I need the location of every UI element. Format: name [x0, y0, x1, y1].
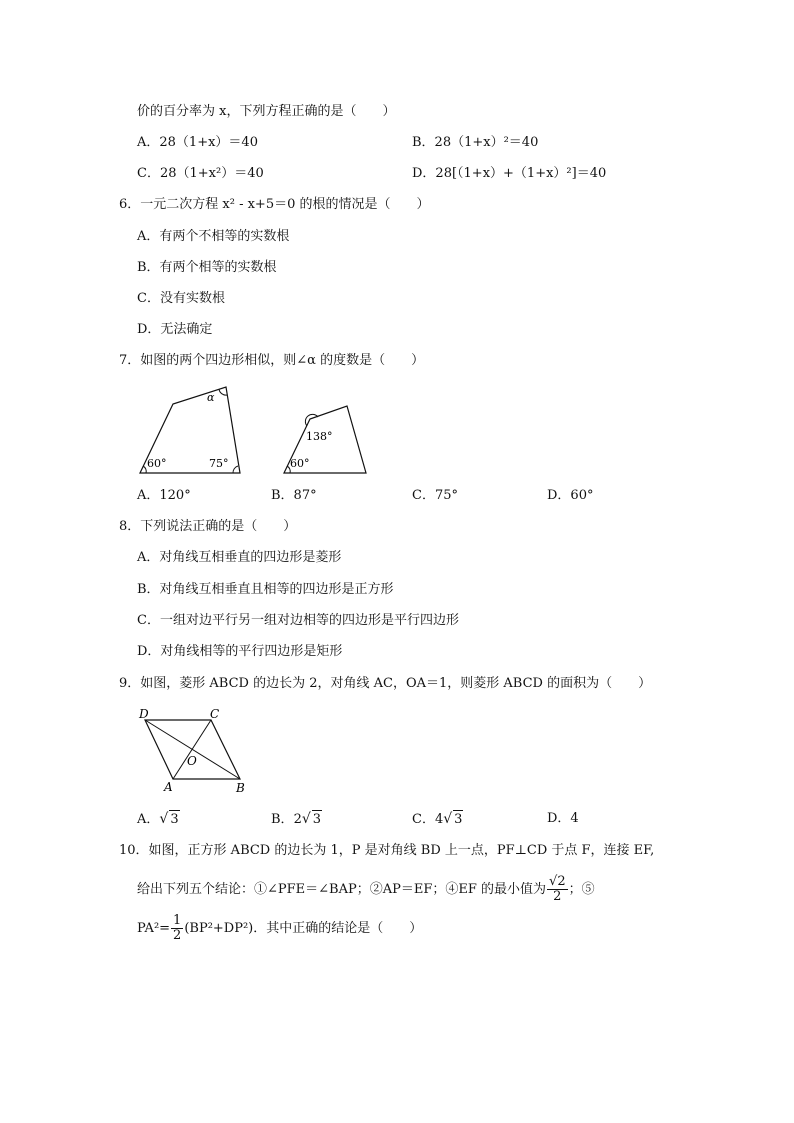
q7-left-angle-75: 75°	[209, 457, 229, 470]
q9-option-a-radicand: 3	[170, 812, 179, 827]
q9-stem: 9．如图，菱形 ABCD 的边长为 2，对角线 AC，OA＝1，则菱形 ABCD 的面积为（ ）	[119, 676, 652, 691]
q6-option-d: D．无法确定	[137, 322, 213, 337]
q9-option-a: A．√ 3	[137, 811, 179, 827]
q9-option-b: B．2√ 3	[271, 811, 322, 827]
q7-alpha-label: α	[207, 391, 215, 404]
q9-option-c: C．4√ 3	[412, 811, 463, 827]
q9-option-b-radicand: 3	[312, 812, 322, 827]
q6-option-b: B．有两个相等的实数根	[137, 260, 277, 275]
q9-figure	[135, 703, 260, 798]
q10-fraction-sqrt2-over-2: $\frac{√2}{2}$	[549, 874, 566, 904]
q10-line-3: PA²= $\frac{1}{2}$ (BP²+DP²)．其中正确的结论是（ ）	[137, 913, 423, 943]
q10-line-1: 10．如图，正方形 ABCD 的边长为 1，P 是对角线 BD 上一点，PF⊥CD 于点 F，连接 EF,	[119, 843, 655, 858]
q8-option-d: D．对角线相等的平行四边形是矩形	[137, 644, 343, 659]
q5-stem-tail: 价的百分率为 x，下列方程正确的是（ ）	[137, 104, 396, 119]
q7-right-angle-60: 60°	[290, 457, 310, 470]
q7-option-a: A．120°	[137, 488, 191, 503]
q10-fraction-one-half: $\frac{1}{2}$	[173, 913, 182, 943]
q9-option-d: D．4	[547, 811, 579, 826]
q9-option-c-radicand: 3	[454, 812, 463, 827]
q9-label-d: D	[139, 707, 149, 721]
q5-option-d: D．28[（1+x）+（1+x）²]＝40	[412, 166, 607, 181]
q9-label-a: A	[164, 780, 173, 794]
q8-option-c: C．一组对边平行另一组对边相等的四边形是平行四边形	[137, 613, 459, 628]
q7-left-angle-arc-2	[233, 466, 238, 473]
q6-option-a: A．有两个不相等的实数根	[137, 229, 290, 244]
q7-figure	[135, 380, 375, 480]
q5-option-a: A．28（1+x）＝40	[137, 135, 258, 150]
q7-stem: 7．如图的两个四边形相似，则∠α 的度数是（ ）	[119, 353, 425, 368]
q5-option-b: B．28（1+x）²＝40	[412, 135, 539, 150]
q9-diagonal-ac	[173, 720, 211, 779]
q7-left-angle-60: 60°	[147, 457, 167, 470]
q6-stem: 6．一元二次方程 x² - x+5＝0 的根的情况是（ ）	[119, 197, 430, 212]
q7-option-d: D．60°	[547, 488, 594, 503]
q5-option-c: C．28（1+x²）＝40	[137, 166, 264, 181]
q7-right-angle-138: 138°	[306, 430, 333, 443]
q9-label-b: B	[236, 781, 245, 795]
q6-option-c: C．没有实数根	[137, 291, 225, 306]
q7-alpha-arc	[219, 389, 227, 395]
q9-label-c: C	[210, 707, 220, 721]
q8-option-a: A．对角线互相垂直的四边形是菱形	[137, 550, 342, 565]
q7-option-c: C．75°	[412, 488, 458, 503]
q9-label-o: O	[187, 754, 197, 768]
q8-option-b: B．对角线互相垂直且相等的四边形是正方形	[137, 582, 394, 597]
q7-option-b: B．87°	[271, 488, 317, 503]
q8-stem: 8．下列说法正确的是（ ）	[119, 519, 297, 534]
q10-line-2: 给出下列五个结论：①∠PFE＝∠BAP；②AP＝EF；④EF 的最小值为 $\frac{√2}{2}$ ；⑤	[137, 874, 595, 904]
